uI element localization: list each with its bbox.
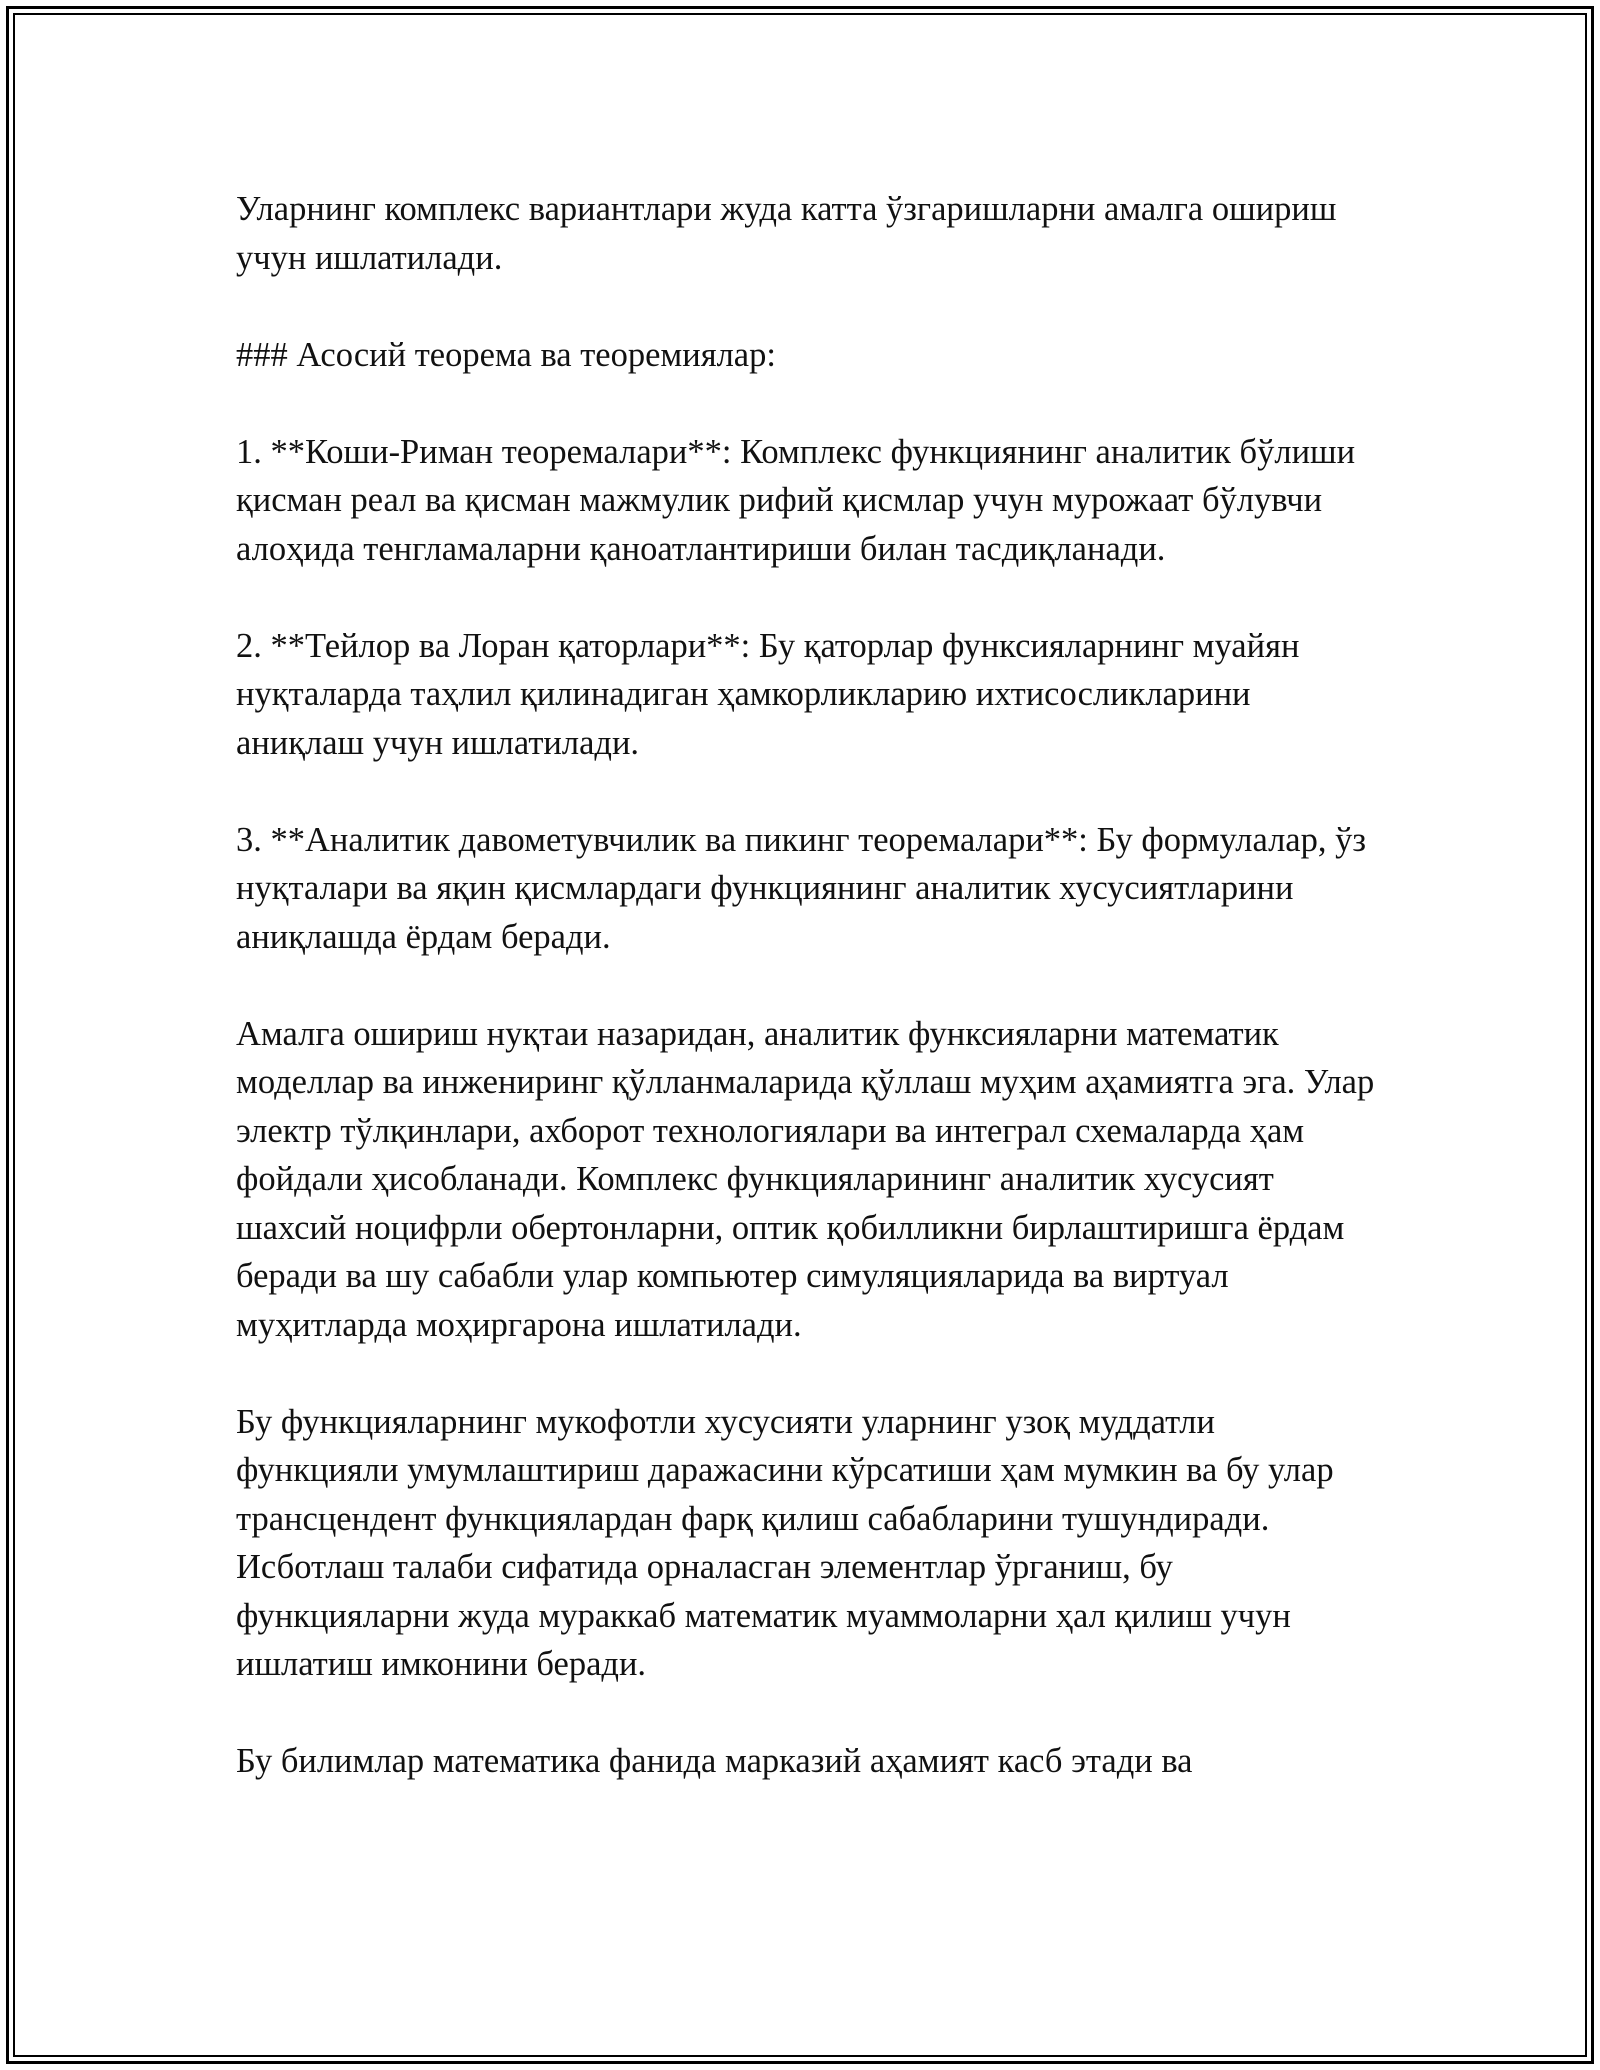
paragraph-intro: Уларнинг комплекс вариантлари жуда катта ўзгаришларни амалга ошириш учун ишлатилади. bbox=[236, 190, 1337, 277]
list-item-cauchy-riemann: 1. **Коши-Риман теоремалари**: Комплекс функциянинг аналитик бўлиши қисман реал ва қисман мажмулик рифий қисмлар учун мурожаат бўлувчи алоҳида тенгламаларни қаноатлантириши билан тасдиқланади. bbox=[236, 432, 1356, 568]
paragraph-applications: Амалга ошириш нуқтаи назаридан, аналитик функсияларни математик моделлар ва инжениринг қўлланмаларида қўллаш муҳим аҳамиятга эга. Улар электр тўлқинлари, ахборот технологиялари ва интеграл схемаларда ҳам фойдали ҳисобланади. Комплекс функцияларининг аналитик хусусият шахсий ноцифрли обертонларни, оптик қобилликни бирлаштиришга ёрдам беради ва шу сабабли улар компьютер симуляцияларида ва виртуал муҳитларда моҳиргарона ишлатилади. bbox=[236, 1014, 1375, 1344]
list-item-taylor-laurent: 2. **Тейлор ва Лоран қаторлари**: Бу қаторлар функсияларнинг муайян нуқталарда таҳлил қилинадиган ҳамкорликларию ихтисосликларини аниқлаш учун ишлатилади. bbox=[236, 626, 1300, 762]
document-body bbox=[236, 185, 1376, 1786]
section-heading: ### Асосий теорема ва теоремиялар: bbox=[236, 335, 776, 374]
paragraph-properties: Бу функцияларнинг мукофотли хусусияти уларнинг узоқ муддатли функцияли умумлаштириш даражасини кўрсатиши ҳам мумкин ва бу улар трансцендент функциялардан фарқ қилиш сабабларини тушундиради. Исботлаш талаби сифатида орналасган элементлар ўрганиш, бу функцияларни жуда мураккаб математик муаммоларни ҳал қилиш учун ишлатиш имконини беради. bbox=[236, 1402, 1334, 1683]
paragraph-conclusion: Бу билимлар математика фанида марказий аҳамият касб этади ва bbox=[236, 1742, 1193, 1780]
list-item-analytic-continuation: 3. **Аналитик давометувчилик ва пикинг теоремалари**: Бу формулалар, ўз нуқталари ва яқин қисмлардаги функциянинг аналитик хусусиятларини аниқлашда ёрдам беради. bbox=[236, 820, 1366, 956]
